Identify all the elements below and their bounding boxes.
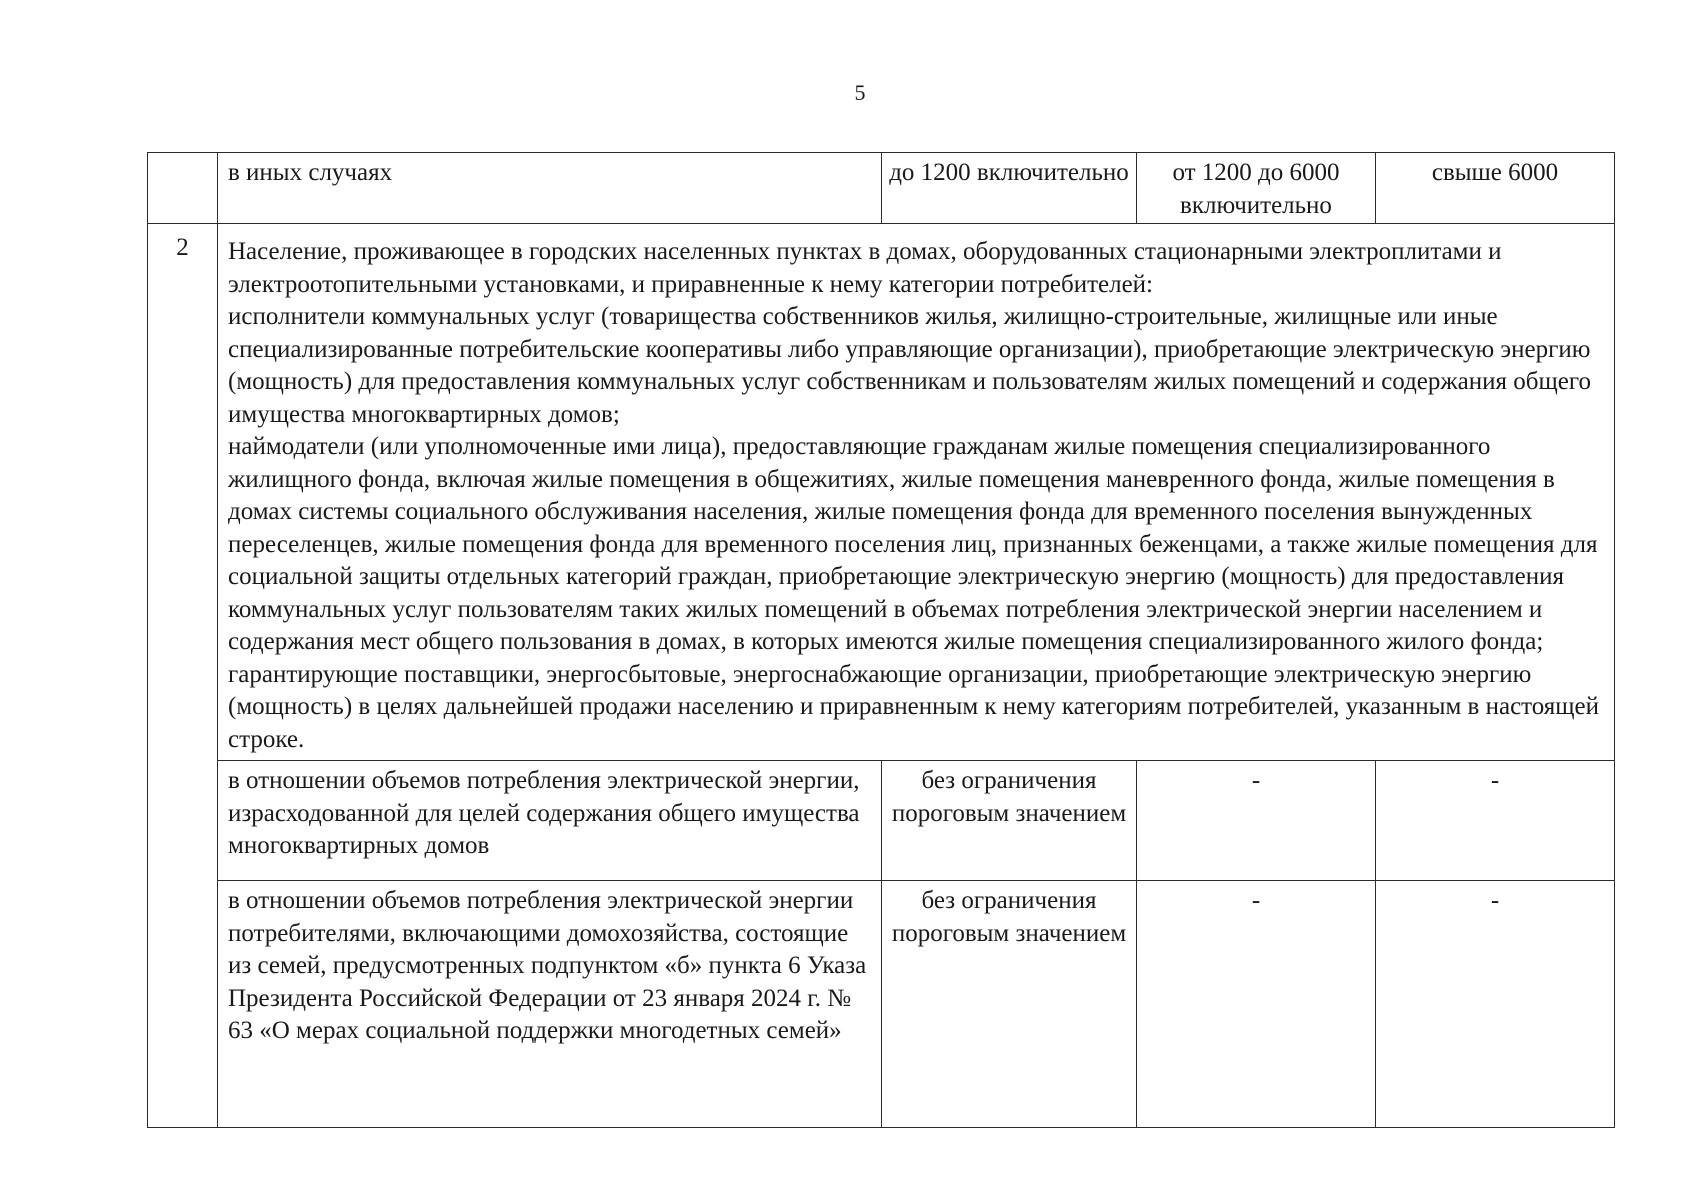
row-label: в иных случаях	[218, 153, 882, 224]
table-row-other-cases	[148, 153, 1615, 224]
limit-value: без ограничения пороговым значением	[882, 881, 1137, 1128]
row-label: в отношении объемов потребления электрической энергии, израсходованной для целей содержания общего имущества многоквартирных домов	[218, 761, 882, 881]
description-paragraph: наймодатели (или уполномоченные ими лица), предоставляющие гражданам жилые помещения специализированного жилищного фонда, включая жилые помещения в общежитиях, жилые помещения маневренного фонда, жилые помещения в домах системы социального обслуживания населения, жилые помещения фонда для временного поселения вынужденных переселенцев, жилые помещения фонда для временного поселения лиц, признанных беженцами, а также жилые помещения для социальной защиты отдельных категорий граждан, приобретающие электрическую энергию (мощность) для предоставления коммунальных услуг пользователям таких жилых помещений в объемах потребления электрической энергии населением и содержания мест общего пользования в домах, в которых имеются жилые помещения специализированного жилого фонда;	[228, 433, 1598, 655]
tariff-table	[147, 152, 1615, 1128]
limit-value: -	[1137, 761, 1376, 881]
limit-value: без ограничения пороговым значением	[882, 761, 1137, 881]
description-paragraph: исполнители коммунальных услуг (товарищества собственников жилья, жилищно-строительные, жилищные или иные специализированные потребительские кооперативы либо управляющие организации), приобретающие электрическую энергию (мощность) для предоставления коммунальных услуг собственникам и пользователям жилых помещений и содержания общего имущества многоквартирных домов;	[228, 303, 1591, 428]
row-label: в отношении объемов потребления электрической энергии потребителями, включающими домохозяйства, состоящие из семей, предусмотренных подпунктом «б» пункта 6 Указа Президента Российской Федерации от 23 января 2024 г. № 63 «О мерах социальной поддержки многодетных семей»	[218, 881, 882, 1128]
row-number: 2	[148, 224, 218, 1128]
consumer-category-description	[218, 224, 1615, 761]
limit-up-to-1200: до 1200 включительно	[882, 153, 1137, 224]
limit-1200-to-6000: от 1200 до 6000 включительно	[1137, 153, 1376, 224]
row-number-cell-empty	[148, 153, 218, 224]
table-row-common-property	[148, 761, 1615, 881]
limit-value: -	[1137, 881, 1376, 1128]
description-paragraph: гарантирующие поставщики, энергосбытовые, энергоснабжающие организации, приобретающие электрическую энергию (мощность) в целях дальнейшей продажи населению и приравненным к нему категориям потребителей, указанным в настоящей строке.	[228, 660, 1600, 753]
limit-over-6000: свыше 6000	[1376, 153, 1615, 224]
limit-value: -	[1376, 881, 1615, 1128]
page-number: 5	[854, 80, 866, 105]
description-paragraph: Население, проживающее в городских населенных пунктах в домах, оборудованных стационарными электроплитами и электроотопительными установками, и приравненные к нему категории потребителей:	[228, 238, 1502, 298]
table-row-large-families	[148, 881, 1615, 1128]
limit-value: -	[1376, 761, 1615, 881]
table-row-2-description	[148, 224, 1615, 761]
